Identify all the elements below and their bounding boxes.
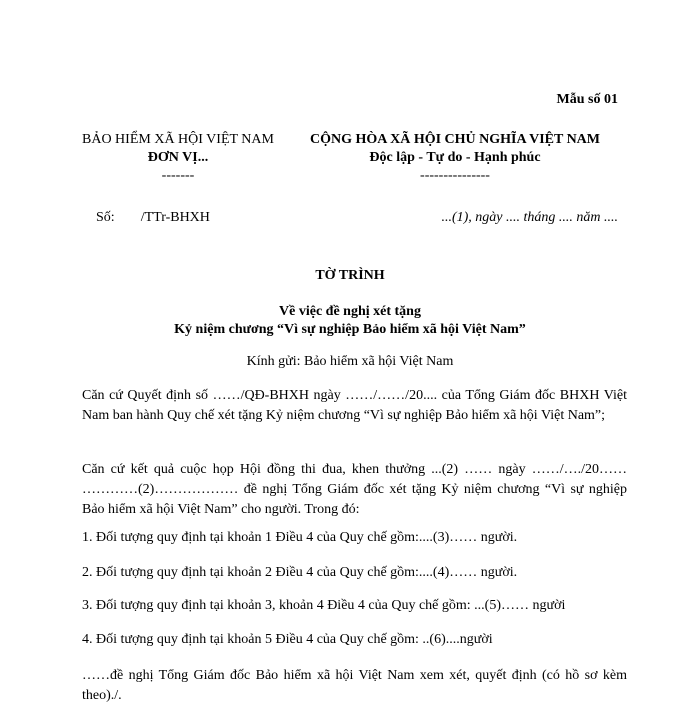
document-number-code: /TTr-BHXH [140, 210, 210, 225]
national-motto: Độc lập - Tự do - Hạnh phúc [369, 150, 541, 165]
basis-decision-paragraph: Căn cứ Quyết định số ……/QĐ-BHXH ngày ……/……/20.... của Tổng Giám đốc BHXH Việt Nam ban hành Quy chế xét tặng Kỷ niệm chương “Vì sự nghiệp Bảo hiểm xã hội Việt Nam”; [82, 388, 627, 423]
basis-meeting-paragraph: Căn cứ kết quả cuộc họp Hội đồng thi đua, khen thưởng ...(2) …… ngày ……/…./20…… …………(2)……………… đề nghị Tổng Giám đốc xét tặng Kỷ niệm chương “Vì sự nghiệp Bảo hiểm xã hội Việt Nam” cho người. Trong đó: [82, 462, 627, 517]
place-date: ...(1), ngày .... tháng .... năm .... [441, 210, 618, 225]
agency-name: BẢO HIỂM XÃ HỘI VIỆT NAM [82, 132, 274, 147]
list-item: 3. Đối tượng quy định tại khoản 3, khoản 4 Điều 4 của Quy chế gồm: ...(5)…… người [82, 598, 566, 613]
document-number [96, 210, 210, 226]
list-item: 2. Đối tượng quy định tại khoản 2 Điều 4 của Quy chế gồm:....(4)…… người. [82, 565, 518, 580]
left-header [78, 131, 278, 185]
document-subject [0, 303, 700, 339]
subject-line-1: Về việc đề nghị xét tặng [279, 304, 421, 319]
subject-line-2: Kỷ niệm chương “Vì sự nghiệp Bảo hiểm xã hội Việt Nam” [174, 322, 526, 337]
form-number: Mẫu số 01 [556, 92, 618, 107]
closing-paragraph: ……đề nghị Tổng Giám đốc Bảo hiểm xã hội Việt Nam xem xét, quyết định (có hồ sơ kèm theo)./. [82, 668, 627, 703]
document-title: TỜ TRÌNH [315, 268, 385, 283]
unit-name: ĐƠN VỊ... [147, 150, 209, 165]
list-item: 1. Đối tượng quy định tại khoản 1 Điều 4 của Quy chế gồm:....(3)…… người. [82, 530, 518, 545]
document-number-label: Số: [96, 210, 115, 225]
recipient: Kính gửi: Bảo hiểm xã hội Việt Nam [246, 354, 454, 369]
list-item: 4. Đối tượng quy định tại khoản 5 Điều 4 của Quy chế gồm: ..(6)....người [82, 632, 493, 647]
right-divider: --------------- [420, 168, 490, 183]
country-name: CỘNG HÒA XÃ HỘI CHỦ NGHĨA VIỆT NAM [309, 132, 600, 147]
right-header [286, 131, 624, 185]
left-divider: ------- [161, 168, 195, 183]
